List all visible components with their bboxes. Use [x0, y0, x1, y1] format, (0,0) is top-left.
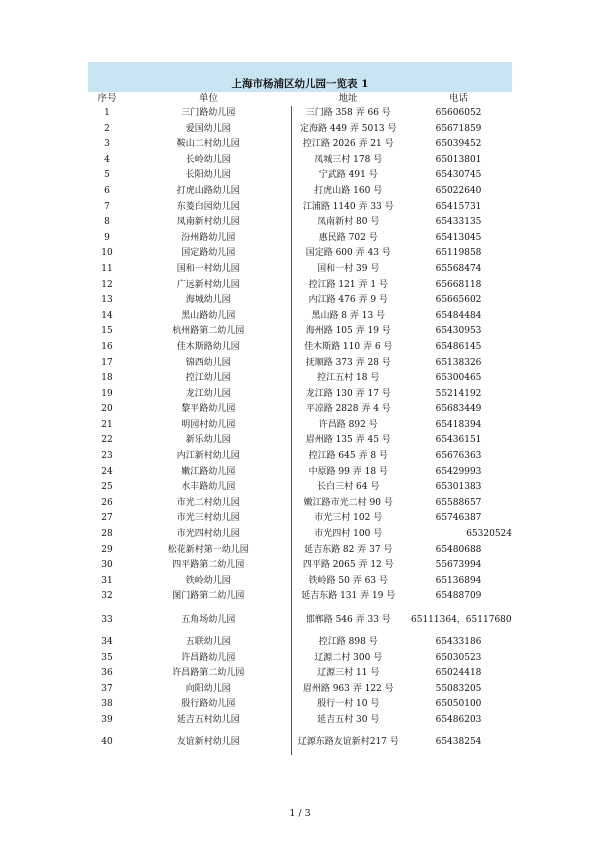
table-row — [88, 168, 512, 184]
cell-tel: 65415731 — [435, 201, 482, 212]
cell-idx: 29 — [101, 544, 113, 555]
cell-addr: 许昌路 892 号 — [318, 419, 378, 430]
cell-idx: 26 — [101, 497, 113, 508]
cell-tel: 65024418 — [435, 668, 482, 679]
cell-addr: 三门路 358 弄 66 号 — [305, 108, 391, 118]
cell-addr: 惠民路 702 号 — [318, 232, 378, 243]
cell-tel: 65433186 — [435, 637, 482, 647]
table-row — [88, 527, 512, 543]
cell-tel: 65486145 — [435, 341, 482, 352]
cell-unit: 汾州路幼儿园 — [126, 231, 291, 247]
table-header-row — [88, 92, 512, 106]
cell-unit: 黎平路幼儿园 — [126, 402, 291, 418]
cell-idx: 19 — [101, 388, 113, 399]
table-row — [88, 713, 512, 729]
cell-addr: 打虎山路 160 号 — [314, 185, 383, 196]
table-row — [88, 666, 512, 682]
page-number: 1 / 3 — [289, 808, 311, 819]
cell-unit: 佳木斯路幼儿园 — [126, 340, 291, 356]
table-row — [88, 122, 512, 138]
cell-tel: 65022640 — [435, 185, 482, 196]
cell-unit: 嫩江路幼儿园 — [126, 465, 291, 481]
cell-idx: 36 — [101, 668, 113, 679]
cell-unit: 杭州路第二幼儿园 — [126, 324, 291, 340]
cell-idx: 39 — [101, 714, 113, 725]
cell-unit: 海城幼儿园 — [126, 293, 291, 309]
cell-tel: 65568474 — [435, 263, 482, 274]
cell-idx: 10 — [101, 248, 113, 259]
table-row — [88, 496, 512, 512]
cell-unit: 爱国幼儿园 — [126, 122, 291, 138]
cell-unit: 铁岭幼儿园 — [126, 574, 291, 590]
header-tel: 电话 — [448, 93, 468, 104]
cell-addr: 辽源东路友谊新村217 号 — [297, 736, 399, 747]
cell-idx: 8 — [104, 217, 110, 228]
cell-addr: 凤城三村 178 号 — [314, 154, 383, 165]
table-row — [88, 356, 512, 372]
table-row — [88, 449, 512, 465]
cell-tel: 65136894 — [435, 575, 482, 586]
cell-idx: 23 — [101, 451, 113, 462]
cell-addr: 国和一村 39 号 — [317, 263, 380, 274]
cell-tel: 65606052 — [435, 108, 482, 118]
cell-unit: 明园村幼儿园 — [126, 418, 291, 434]
cell-unit: 殷行路幼儿园 — [126, 697, 291, 713]
cell-addr: 定海路 449 弄 5013 号 — [299, 123, 397, 134]
cell-unit: 四平路第二幼儿园 — [126, 558, 291, 574]
cell-idx: 34 — [101, 637, 113, 647]
cell-tel: 65030523 — [435, 652, 482, 663]
cell-addr: 市光三村 102 号 — [314, 513, 383, 524]
cell-tel: 65676363 — [435, 451, 482, 462]
table-row — [88, 340, 512, 356]
table-row — [88, 215, 512, 231]
cell-addr: 平凉路 2828 弄 4 号 — [305, 404, 391, 415]
cell-unit: 友谊新村幼儿园 — [126, 729, 291, 755]
cell-idx: 37 — [101, 683, 113, 694]
table-row — [88, 324, 512, 340]
cell-idx: 13 — [101, 295, 113, 306]
cell-tel: 65484484 — [435, 310, 482, 321]
cell-addr: 江浦路 1140 弄 33 号 — [302, 201, 394, 212]
cell-addr: 中原路 99 弄 18 号 — [308, 466, 388, 477]
cell-addr: 邯郸路 546 弄 33 号 — [305, 615, 391, 625]
cell-unit: 延吉五村幼儿园 — [126, 713, 291, 729]
cell-unit: 市光二村幼儿园 — [126, 496, 291, 512]
cell-idx: 32 — [101, 591, 113, 602]
cell-idx: 18 — [101, 373, 113, 384]
cell-unit: 水丰路幼儿园 — [126, 480, 291, 496]
cell-idx: 7 — [104, 201, 110, 212]
header-unit: 单位 — [198, 93, 218, 104]
cell-unit: 向阳幼儿园 — [126, 682, 291, 698]
cell-unit: 鞍山二村幼儿园 — [126, 137, 291, 153]
cell-tel: 55083205 — [435, 683, 482, 694]
cell-tel: 65588657 — [435, 497, 482, 508]
table-row — [88, 543, 512, 559]
table-row — [88, 558, 512, 574]
cell-tel: 65486203 — [435, 714, 482, 725]
table-row — [88, 371, 512, 387]
table-row — [88, 480, 512, 496]
table-row — [88, 309, 512, 325]
cell-unit: 长岭幼儿园 — [126, 153, 291, 169]
cell-addr: 市光四村 100 号 — [314, 529, 383, 540]
table-row — [88, 635, 512, 651]
cell-tel: 65111364，65117680 — [411, 615, 512, 625]
cell-tel: 65488709 — [435, 591, 482, 602]
cell-unit: 图门路第二幼儿园 — [126, 589, 291, 605]
table-row — [88, 184, 512, 200]
table-title: 上海市杨浦区幼儿园一览表 1 — [88, 62, 512, 92]
cell-idx: 14 — [101, 310, 113, 321]
table-row — [88, 605, 512, 635]
cell-tel: 65320524 — [466, 529, 512, 540]
cell-addr: 内江路 476 弄 9 号 — [308, 295, 388, 306]
cell-tel: 55214192 — [435, 388, 482, 399]
table-row — [88, 387, 512, 403]
cell-idx: 31 — [101, 575, 113, 586]
table-row — [88, 278, 512, 294]
cell-tel: 65119858 — [435, 248, 482, 259]
cell-idx: 5 — [104, 170, 110, 181]
cell-unit: 黑山路幼儿园 — [126, 309, 291, 325]
cell-addr: 控江路 2026 弄 21 号 — [302, 139, 394, 150]
table-row — [88, 200, 512, 216]
cell-tel: 55673994 — [435, 560, 482, 571]
cell-unit: 国定路幼儿园 — [126, 246, 291, 262]
cell-unit: 内江新村幼儿园 — [126, 449, 291, 465]
cell-addr: 凤南新村 80 号 — [317, 217, 380, 228]
table-row — [88, 153, 512, 169]
cell-tel: 65300465 — [435, 373, 482, 384]
cell-addr: 黑山路 8 弄 13 号 — [311, 310, 386, 321]
cell-unit: 市光四村幼儿园 — [126, 527, 291, 543]
table-row — [88, 402, 512, 418]
cell-tel: 65671859 — [435, 123, 482, 134]
cell-unit: 松花新村第一幼儿园 — [126, 543, 291, 559]
header-addr: 地址 — [338, 93, 358, 104]
cell-addr: 延吉五村 30 号 — [317, 714, 380, 725]
cell-idx: 30 — [101, 560, 113, 571]
cell-unit: 新乐幼儿园 — [126, 433, 291, 449]
cell-tel: 65668118 — [435, 279, 482, 290]
cell-unit: 国和一村幼儿园 — [126, 262, 291, 278]
kindergarten-table — [88, 92, 512, 755]
cell-idx: 27 — [101, 513, 113, 524]
cell-addr: 佳木斯路 110 弄 6 号 — [304, 341, 393, 352]
cell-idx: 12 — [101, 279, 113, 290]
cell-tel: 65413045 — [435, 232, 482, 243]
cell-idx: 38 — [101, 699, 113, 710]
table-row — [88, 697, 512, 713]
cell-addr: 辽源二村 300 号 — [314, 652, 383, 663]
cell-idx: 35 — [101, 652, 113, 663]
cell-addr: 延吉东路 82 弄 37 号 — [304, 544, 393, 555]
cell-tel: 65433135 — [435, 217, 482, 228]
cell-tel: 65138326 — [435, 357, 482, 368]
cell-tel: 65429993 — [435, 466, 482, 477]
cell-tel: 65480688 — [435, 544, 482, 555]
cell-unit: 控江幼儿园 — [126, 371, 291, 387]
table-row — [88, 137, 512, 153]
table-row — [88, 293, 512, 309]
cell-addr: 眉州路 135 弄 45 号 — [305, 435, 391, 446]
cell-unit: 五角场幼儿园 — [126, 605, 291, 635]
cell-tel: 65436151 — [435, 435, 482, 446]
cell-tel: 65050100 — [435, 699, 482, 710]
cell-idx: 6 — [104, 185, 110, 196]
cell-tel: 65665602 — [435, 295, 482, 306]
cell-addr: 国定路 600 弄 43 号 — [305, 248, 391, 259]
cell-addr: 辽源三村 11 号 — [317, 668, 380, 679]
cell-idx: 4 — [104, 154, 110, 165]
cell-tel: 65418394 — [435, 419, 482, 430]
cell-tel: 65301383 — [435, 482, 482, 493]
cell-addr: 嫩江路市光二村 90 号 — [303, 497, 393, 508]
cell-unit: 市光三村幼儿园 — [126, 511, 291, 527]
cell-unit: 三门路幼儿园 — [126, 106, 291, 122]
cell-addr: 延吉东路 131 弄 19 号 — [301, 591, 396, 602]
kindergarten-table-sheet — [88, 62, 512, 755]
cell-idx: 20 — [101, 404, 113, 415]
cell-idx: 16 — [101, 341, 113, 352]
cell-addr: 殷行一村 10 号 — [317, 699, 380, 710]
cell-unit: 许昌路第二幼儿园 — [126, 666, 291, 682]
cell-unit: 广远新村幼儿园 — [126, 278, 291, 294]
cell-idx: 21 — [101, 419, 113, 430]
table-row — [88, 418, 512, 434]
cell-addr: 宁武路 491 号 — [318, 170, 378, 181]
cell-tel: 65430745 — [435, 170, 482, 181]
cell-idx: 17 — [101, 357, 113, 368]
cell-idx: 28 — [101, 529, 113, 540]
cell-addr: 控江路 645 弄 8 号 — [308, 451, 388, 462]
table-row — [88, 651, 512, 667]
cell-addr: 四平路 2065 弄 12 号 — [302, 560, 394, 571]
cell-idx: 3 — [104, 139, 110, 150]
cell-addr: 控江路 898 号 — [318, 637, 378, 647]
cell-unit: 东菱白园幼儿园 — [126, 200, 291, 216]
table-row — [88, 682, 512, 698]
table-row — [88, 465, 512, 481]
cell-tel: 65039452 — [435, 139, 482, 150]
cell-unit: 锦西幼儿园 — [126, 356, 291, 372]
cell-idx: 33 — [101, 615, 113, 625]
cell-idx: 9 — [104, 232, 110, 243]
cell-tel: 65438254 — [435, 736, 482, 747]
cell-idx: 24 — [101, 466, 113, 477]
cell-idx: 2 — [104, 123, 110, 134]
table-row — [88, 262, 512, 278]
cell-addr: 抚顺路 373 弄 28 号 — [305, 357, 391, 368]
cell-unit: 许昌路幼儿园 — [126, 651, 291, 667]
cell-addr: 眉州路 963 弄 122 号 — [302, 683, 394, 694]
table-row — [88, 589, 512, 605]
cell-idx: 25 — [101, 482, 113, 493]
cell-unit: 凤南新村幼儿园 — [126, 215, 291, 231]
header-idx: 序号 — [97, 93, 117, 104]
cell-tel: 65430953 — [435, 326, 482, 337]
table-row — [88, 231, 512, 247]
cell-addr: 长白三村 64 号 — [317, 482, 380, 493]
cell-addr: 控江路 121 弄 1 号 — [308, 279, 388, 290]
table-row — [88, 729, 512, 755]
table-row — [88, 574, 512, 590]
cell-addr: 海州路 105 弄 19 号 — [305, 326, 391, 337]
table-row — [88, 246, 512, 262]
cell-idx: 15 — [101, 326, 113, 337]
cell-idx: 11 — [101, 263, 113, 274]
cell-tel: 65746387 — [435, 513, 482, 524]
cell-unit: 打虎山路幼儿园 — [126, 184, 291, 200]
cell-addr: 龙江路 130 弄 17 号 — [305, 388, 391, 399]
cell-tel: 65683449 — [435, 404, 482, 415]
cell-idx: 40 — [101, 736, 113, 747]
table-row — [88, 106, 512, 122]
cell-addr: 铁岭路 50 弄 63 号 — [308, 575, 388, 586]
table-row — [88, 511, 512, 527]
cell-idx: 1 — [104, 108, 110, 118]
table-row — [88, 433, 512, 449]
cell-idx: 22 — [101, 435, 113, 446]
cell-unit: 龙江幼儿园 — [126, 387, 291, 403]
cell-addr: 控江五村 18 号 — [317, 373, 380, 384]
cell-unit: 五联幼儿园 — [126, 635, 291, 651]
cell-unit: 长阳幼儿园 — [126, 168, 291, 184]
cell-tel: 65013801 — [435, 154, 482, 165]
